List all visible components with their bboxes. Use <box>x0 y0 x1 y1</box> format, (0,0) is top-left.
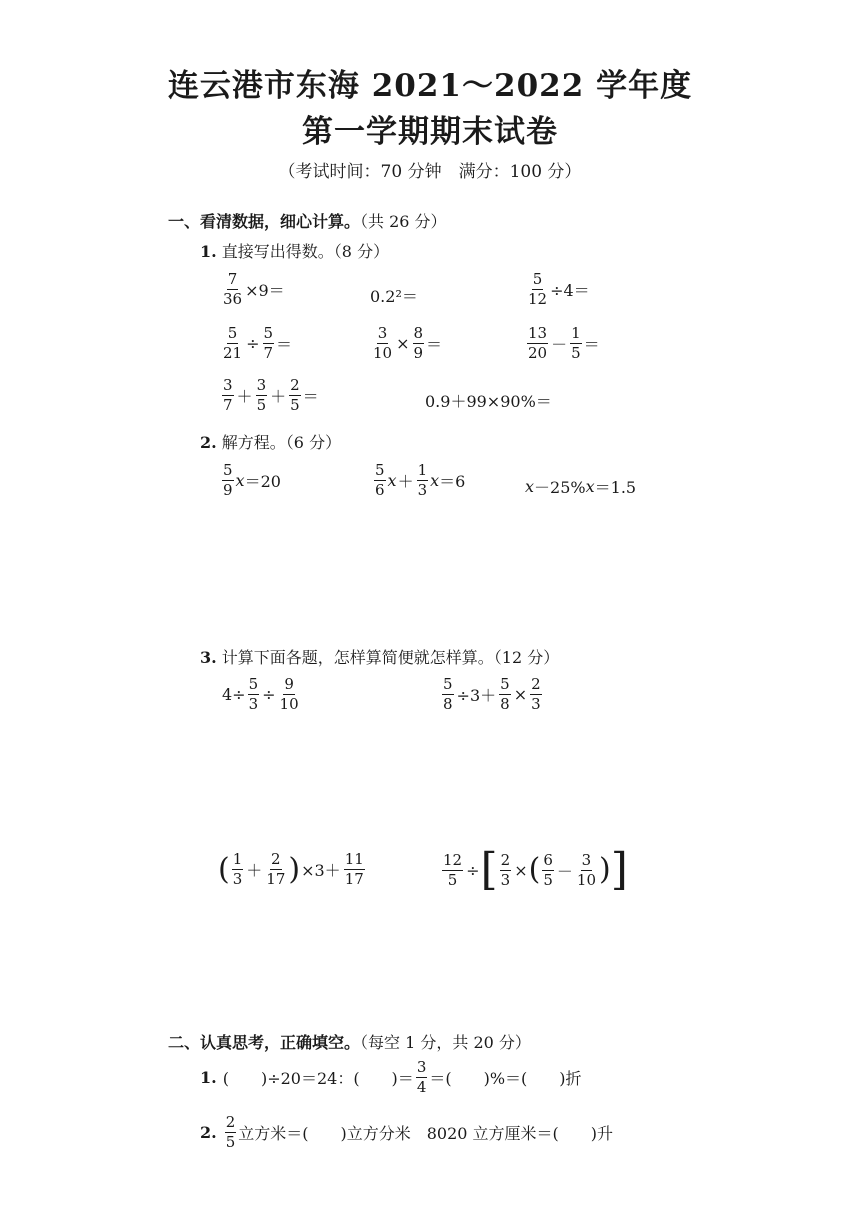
fraction: $\frac{2}{3}$ <box>531 675 541 713</box>
fraction: $\frac{5}{9}$ <box>223 461 233 499</box>
question-number: 2. <box>200 433 217 452</box>
fraction: $\frac{7}{36}$ <box>223 270 243 308</box>
question-text: 直接写出得数。（8 分） <box>221 242 390 261</box>
question-number: 2. <box>200 1123 217 1142</box>
fraction: $\frac{5}{6}$ <box>375 461 385 499</box>
fraction: $\frac{2}{3}$ <box>500 850 511 889</box>
fraction: $\frac{3}{5}$ <box>256 376 267 414</box>
fraction: $\frac{5}{21}$ <box>223 324 243 362</box>
fraction: $\frac{5}{3}$ <box>248 675 259 713</box>
title-line-1: 连云港市东海 2021～2022 学年度 <box>167 68 693 104</box>
fraction: $\frac{3}{10}$ <box>373 324 393 362</box>
fraction: $\frac{3}{4}$ <box>416 1058 427 1096</box>
simplify-item: $\frac{5}{8}$ ÷3＋ $\frac{5}{8}$ × $\frac{2}{3}$ <box>443 675 541 713</box>
question-1-2 <box>200 430 341 453</box>
fraction: $\frac{1}{5}$ <box>571 324 581 362</box>
question-1-3 <box>200 645 559 668</box>
question-text: 解方程。（6 分） <box>221 433 342 452</box>
question-number: 3. <box>200 648 217 667</box>
fraction: $\frac{13}{20}$ <box>528 324 548 362</box>
fraction: $\frac{5}{12}$ <box>528 270 548 308</box>
calc-item: $\frac{5}{21}$ ÷ $\frac{5}{7}$ ＝ <box>223 324 293 362</box>
fraction: $\frac{3}{7}$ <box>223 376 233 414</box>
section-2-heading <box>168 1030 531 1053</box>
fraction: $\frac{2}{17}$ <box>266 850 286 888</box>
section-1-points: （共 26 分） <box>360 212 447 231</box>
fraction: $\frac{2}{5}$ <box>290 376 300 414</box>
equation-item: $\frac{5}{9}$ x ＝20 <box>223 461 281 499</box>
fraction: $\frac{2}{5}$ <box>225 1113 236 1151</box>
simplify-item: $\frac{12}{5}$ ÷ [ $\frac{2}{3}$ × ( $\frac{6}{5}$ － $\frac{3}{10}$ ) ] <box>443 844 628 895</box>
simplify-item: ( $\frac{1}{3}$ ＋ $\frac{2}{17}$ ) ×3＋ $\frac{11}{17}$ <box>218 850 364 888</box>
equation-item: $\frac{5}{6}$ x ＋ $\frac{1}{3}$ x ＝6 <box>375 461 466 499</box>
section-2-title: 二、认真思考，正确填空。 <box>168 1033 361 1052</box>
fraction: $\frac{1}{3}$ <box>417 461 428 499</box>
calc-item: 0.2²＝ <box>370 287 418 306</box>
fraction: $\frac{5}{8}$ <box>443 675 453 713</box>
calc-item: $\frac{5}{12}$ ÷4＝ <box>528 270 590 308</box>
question-number: 1. <box>200 242 217 261</box>
fraction: $\frac{3}{10}$ <box>576 850 596 889</box>
fraction: $\frac{9}{10}$ <box>279 675 299 713</box>
question-text: 计算下面各题，怎样算简便就怎样算。（12 分） <box>221 648 560 667</box>
fill-blank-item-1: 1. ( )÷20＝24：( )＝ $\frac{3}{4}$ ＝( )%＝( )折 <box>200 1058 582 1096</box>
section-1-title: 一、看清数据，细心计算。 <box>168 212 361 231</box>
calc-item: $\frac{3}{10}$ × $\frac{8}{9}$ ＝ <box>373 324 443 362</box>
section-2-points: （每空 1 分，共 20 分） <box>360 1033 531 1052</box>
fraction: $\frac{11}{17}$ <box>344 850 364 888</box>
fraction: $\frac{8}{9}$ <box>413 324 424 362</box>
fraction: $\frac{12}{5}$ <box>443 850 463 889</box>
calc-item: $\frac{7}{36}$ ×9＝ <box>223 270 285 308</box>
equation-item: x －25% x ＝1.5 <box>525 477 637 497</box>
fraction: $\frac{6}{5}$ <box>543 850 553 889</box>
calc-item: 0.9＋99×90%＝ <box>425 392 552 411</box>
exam-info: （考试时间：70 分钟 满分：100 分） <box>278 162 582 182</box>
title-line-2: 第一学期期末试卷 <box>302 114 558 150</box>
fraction: $\frac{1}{3}$ <box>232 850 243 888</box>
calc-item: $\frac{13}{20}$ － $\frac{1}{5}$ ＝ <box>528 324 600 362</box>
section-1-heading <box>168 209 447 232</box>
question-1-1 <box>200 239 389 262</box>
simplify-item: 4÷ $\frac{5}{3}$ ÷ $\frac{9}{10}$ <box>222 675 299 713</box>
fraction: $\frac{5}{8}$ <box>500 675 510 713</box>
fill-blank-item-2: 2. $\frac{2}{5}$ 立方米＝( )立方分米 8020 立方厘米＝( )升 <box>200 1113 614 1151</box>
calc-item: $\frac{3}{7}$ ＋ $\frac{3}{5}$ ＋ $\frac{2}{5}$ ＝ <box>223 376 319 414</box>
question-number: 1. <box>200 1068 217 1087</box>
fraction: $\frac{5}{7}$ <box>263 324 274 362</box>
